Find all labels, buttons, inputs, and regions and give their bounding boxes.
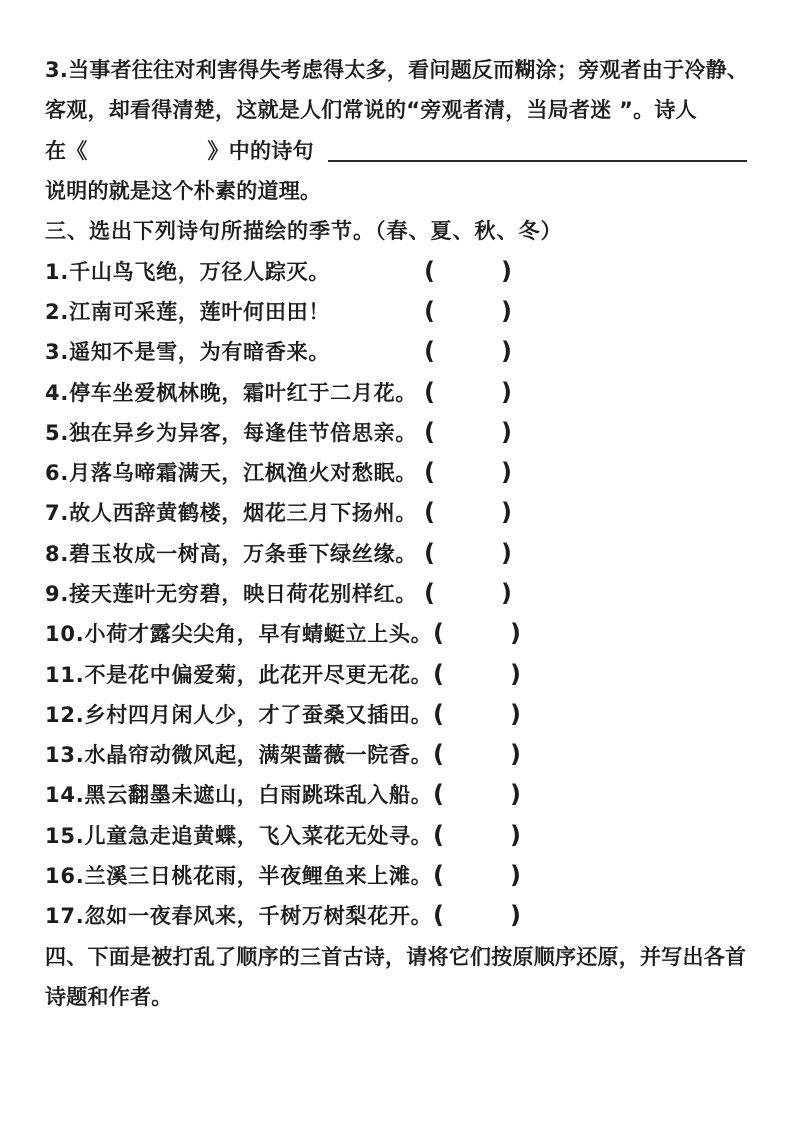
paren-close: ) xyxy=(510,619,521,648)
answer-parens xyxy=(433,774,521,814)
paren-close: ) xyxy=(510,740,521,769)
paren-close: ) xyxy=(501,337,512,366)
season-item-row-17 xyxy=(45,895,747,935)
poem-line: 9.接天莲叶无穷碧，映日荷花别样红。 xyxy=(45,582,418,606)
paren-close: ) xyxy=(501,538,512,567)
question3-text-2: 客观，却看得清楚，这就是人们常说的“旁观者清，当局者迷 ”。诗人 xyxy=(45,98,697,123)
answer-parens xyxy=(424,371,512,411)
paren-open: ( xyxy=(424,377,435,406)
answer-parens xyxy=(424,331,512,371)
season-item-row-10 xyxy=(45,613,747,653)
season-item-row-7 xyxy=(45,492,747,532)
poem-line: 2.江南可采莲，莲叶何田田！ xyxy=(45,299,331,324)
poem-line: 15.儿童急走追黄蝶，飞入菜花无处寻。 xyxy=(45,823,433,848)
paren-open: ( xyxy=(424,579,435,607)
poem-line: 5.独在异乡为异客，每逢佳节倍思亲。 xyxy=(45,420,418,445)
season-item-row-8 xyxy=(45,533,747,573)
paren-open: ( xyxy=(424,538,435,567)
section-four-line2 xyxy=(45,976,747,1016)
season-item-row-16 xyxy=(45,855,747,895)
section-three-heading xyxy=(45,210,747,250)
paren-open: ( xyxy=(433,901,444,930)
paren-open: ( xyxy=(424,417,435,446)
poem-line: 16.兰溪三日桃花雨，半夜鲤鱼来上滩。 xyxy=(45,864,433,889)
paren-close: ) xyxy=(510,901,521,930)
paren-close: ) xyxy=(501,296,512,325)
poem-line: 4.停车坐爱枫林晚，霜叶红于二月花。 xyxy=(45,380,418,405)
poem-line: 8.碧玉妆成一树高，万条垂下绿丝缘。 xyxy=(45,541,418,566)
paren-open: ( xyxy=(433,659,444,688)
paren-close: ) xyxy=(510,861,521,890)
question3-text-1: 3.当事者往往对利害得失考虑得太多，看问题反而糊涂；旁观者由于冷静、 xyxy=(45,58,749,83)
answer-parens xyxy=(424,573,512,613)
question3-line4 xyxy=(45,170,747,210)
answer-parens xyxy=(433,734,521,774)
answer-blank-underline xyxy=(328,160,747,162)
question3-line1 xyxy=(45,49,747,89)
section-four-text-1: 四、下面是被打乱了顺序的三首古诗，请将它们按原顺序还原，并写出各首 xyxy=(45,944,747,969)
paren-close: ) xyxy=(510,659,521,688)
section-four-text-2: 诗题和作者。 xyxy=(45,984,173,1009)
answer-parens xyxy=(433,815,521,855)
answer-parens xyxy=(433,653,521,693)
season-item-row-5 xyxy=(45,412,747,452)
paren-close: ) xyxy=(510,699,521,728)
season-item-row-4 xyxy=(45,371,747,411)
answer-parens xyxy=(424,250,512,290)
season-item-row-3 xyxy=(45,331,747,371)
paren-open: ( xyxy=(424,458,435,487)
answer-parens xyxy=(424,492,512,532)
question3-line2 xyxy=(45,89,747,129)
answer-parens xyxy=(424,291,512,331)
season-item-row-14 xyxy=(45,774,747,814)
poem-line: 3.遥知不是雪，为有暗香来。 xyxy=(45,340,331,365)
poem-line: 14.黑云翻墨未遮山，白雨跳珠乱入船。 xyxy=(45,783,433,808)
answer-parens xyxy=(433,694,521,734)
poem-line: 7.故人西辞黄鹤楼，烟花三月下扬州。 xyxy=(45,501,418,526)
question3-text-4: 说明的就是这个朴素的道理。 xyxy=(45,179,322,204)
poem-line: 17.忽如一夜春风来，千树万树梨花开。 xyxy=(45,904,433,929)
season-item-row-2 xyxy=(45,291,747,331)
section-four-line1 xyxy=(45,936,747,976)
section-three-heading-text: 三、选出下列诗句所描绘的季节。（春、夏、秋、冬） xyxy=(45,219,563,244)
poem-line: 12.乡村四月闲人少，才了蚕桑又插田。 xyxy=(45,702,433,727)
season-item-row-6 xyxy=(45,452,747,492)
season-item-row-15 xyxy=(45,815,747,855)
season-item-row-9 xyxy=(45,573,747,613)
paren-open: ( xyxy=(424,337,435,366)
season-item-row-11 xyxy=(45,653,747,693)
paren-close: ) xyxy=(501,579,512,607)
paren-close: ) xyxy=(501,458,512,487)
paren-open: ( xyxy=(433,619,444,648)
book-title-prefix: 在《 xyxy=(45,138,88,163)
season-item-row-12 xyxy=(45,694,747,734)
poem-line: 6.月落乌啼霜满天，江枫渔火对愁眠。 xyxy=(45,461,418,486)
paren-open: ( xyxy=(424,498,435,527)
season-item-row-1 xyxy=(45,250,747,290)
answer-parens xyxy=(424,533,512,573)
paren-open: ( xyxy=(424,256,435,285)
paren-open: ( xyxy=(433,780,444,809)
answer-parens xyxy=(433,613,521,653)
poem-line: 13.水晶帘动微风起，满架蔷薇一院香。 xyxy=(45,743,433,768)
question3-fill-line xyxy=(45,130,747,170)
paren-open: ( xyxy=(433,861,444,890)
answer-parens xyxy=(424,412,512,452)
paren-open: ( xyxy=(433,740,444,769)
worksheet-content xyxy=(45,49,747,1016)
poem-line: 11.不是花中偏爱菊，此花开尽更无花。 xyxy=(45,662,433,687)
answer-parens xyxy=(433,895,521,935)
answer-parens xyxy=(433,855,521,895)
answer-parens xyxy=(424,452,512,492)
paren-close: ) xyxy=(501,417,512,446)
paren-close: ) xyxy=(501,498,512,527)
paren-open: ( xyxy=(433,699,444,728)
paren-close: ) xyxy=(510,820,521,849)
book-title-blank xyxy=(88,149,208,150)
poem-line: 10.小荷才露尖尖角，早有蜻蜓立上头。 xyxy=(45,622,433,647)
paren-close: ) xyxy=(501,377,512,406)
paren-close: ) xyxy=(501,256,512,285)
poem-line: 1.千山鸟飞绝，万径人踪灭。 xyxy=(45,259,331,284)
book-title-suffix: 》中的诗句 xyxy=(207,138,314,163)
paren-open: ( xyxy=(433,820,444,849)
season-item-row-13 xyxy=(45,734,747,774)
paren-close: ) xyxy=(510,780,521,809)
paren-open: ( xyxy=(424,296,435,325)
